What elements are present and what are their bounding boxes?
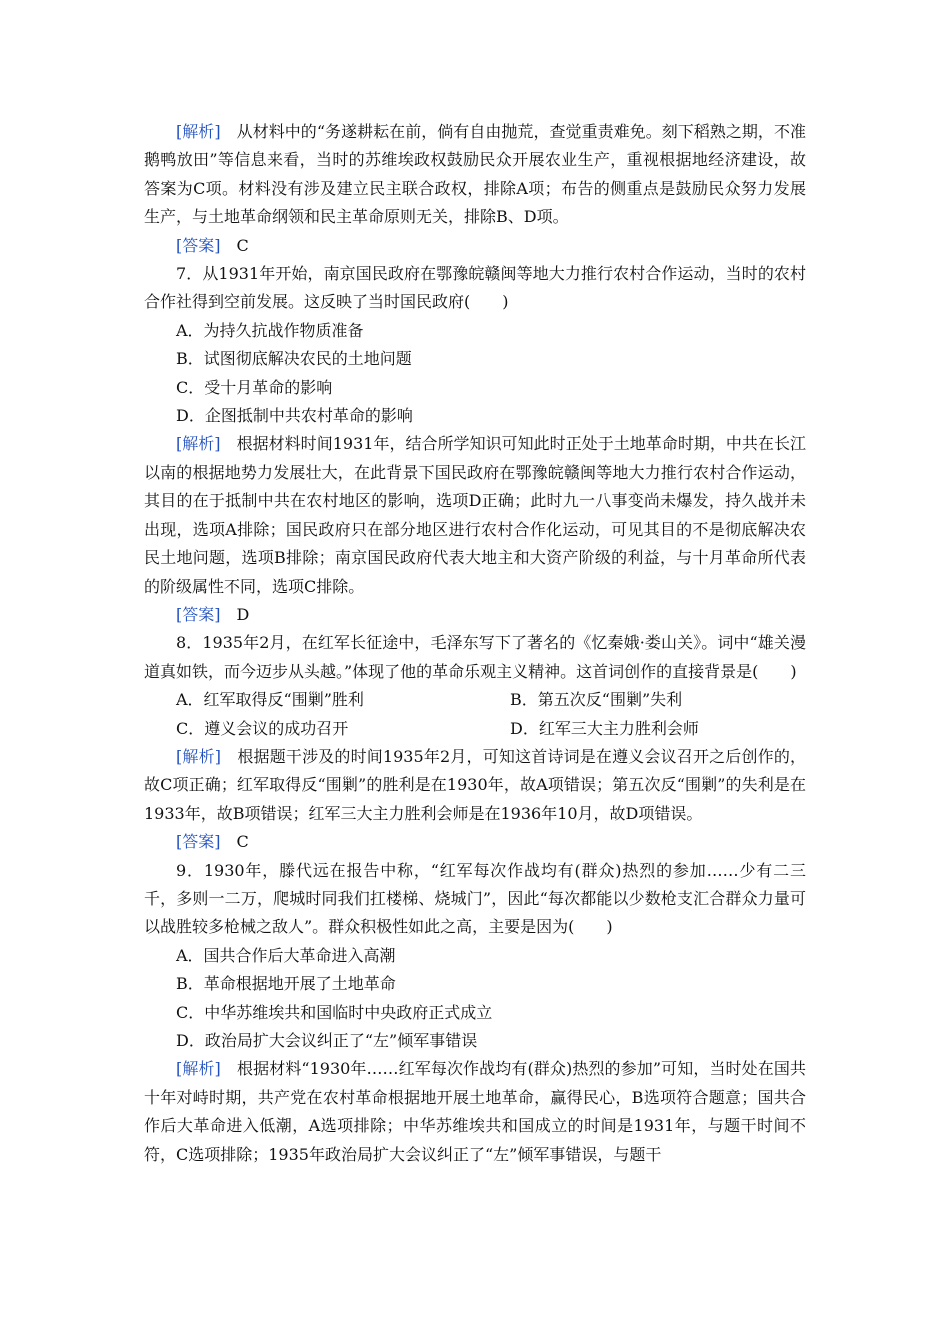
q7-option-d: D．企图抵制中共农村革命的影响 [176, 406, 413, 426]
q8-answer-value: C [236, 832, 249, 852]
q6-answer-value: C [236, 235, 249, 255]
analysis-tag: [解析] [176, 122, 221, 141]
analysis-tag: [解析] [176, 746, 222, 766]
q8-option-d: D．红军三大主力胜利会师 [510, 718, 699, 738]
q9-option-a: A．国共合作后大革命进入高潮 [176, 945, 396, 965]
q7-answer-value: D [236, 604, 250, 624]
answer-tag: [答案] [176, 235, 221, 255]
q8-analysis-text: 根据题干涉及的时间1935年2月，可知这首诗词是在遵义会议召开之后创作的，故C项正确；红军取得反“围剿”的胜利是在1930年，故A项错误；第五次反“围剿”的失利是在1933年，故B项错误；红军三大主力胜利会师是在1936年10月，故D项错误。 [144, 746, 806, 823]
q8-analysis [144, 743, 806, 828]
q9-stem: 9．1930年，滕代远在报告中称，“红军每次作战均有(群众)热烈的参加……少有二三千，多则一二万，爬城时同我们扛楼梯、烧城门”，因此“每次都能以少数枪支汇合群众力量可以战胜较多枪械之敌人”。群众积极性如此之高，主要是因为( ) [144, 860, 806, 937]
q8-answer [144, 828, 806, 856]
q7-analysis-text: 根据材料时间1931年，结合所学知识可知此时正处于土地革命时期，中共在长江以南的根据地势力发展壮大，在此背景下国民政府在鄂豫皖赣闽等地大力推行农村合作运动，其目的在于抵制中共在农村地区的影响，选项D正确；此时九一八事变尚未爆发，持久战并未出现，选项A排除；国民政府只在部分地区进行农村合作化运动，可见其目的不是彻底解决农民土地问题，选项B排除；南京国民政府代表大地主和大资产阶级的利益，与十月革命所代表的阶级属性不同，选项C排除。 [144, 434, 806, 596]
answer-tag: [答案] [176, 832, 221, 852]
q8-option-b: B．第五次反“围剿”失利 [510, 690, 683, 710]
q8-option-a: A．红军取得反“围剿”胜利 [176, 690, 364, 710]
q8-options-row-1 [144, 686, 806, 714]
q7-option-c: C．受十月革命的影响 [176, 377, 333, 397]
analysis-tag: [解析] [176, 1059, 221, 1079]
q6-analysis-text: 从材料中的“务遂耕耘在前，倘有自由抛荒，查觉重责难免。刻下稻熟之期，不准鹅鸭放田”等信息来看，当时的苏维埃政权鼓励民众开展农业生产，重视根据地经济建设，故答案为C项。材料没有涉及建立民主联合政权，排除A项；布告的侧重点是鼓励民众努力发展生产，与土地革命纲领和民主革命原则无关，排除B、D项。 [144, 122, 806, 227]
q7-analysis [144, 430, 806, 600]
q9-option-c: C．中华苏维埃共和国临时中央政府正式成立 [176, 1002, 493, 1022]
q8-option-c: C．遵义会议的成功召开 [176, 718, 349, 738]
q8-stem: 8．1935年2月，在红军长征途中，毛泽东写下了著名的《忆秦娥·娄山关》。词中“雄关漫道真如铁，而今迈步从头越。”体现了他的革命乐观主义精神。这首词创作的直接背景是( ) [144, 633, 806, 681]
q7-option-a: A．为持久抗战作物质准备 [176, 320, 364, 340]
q7-option-b: B．试图彻底解决农民的土地问题 [176, 349, 412, 369]
answer-tag: [答案] [176, 604, 221, 624]
document-page [144, 118, 806, 1169]
q9-analysis-text: 根据材料“1930年……红军每次作战均有(群众)热烈的参加”可知，当时处在国共十年对峙时期，共产党在农村革命根据地开展土地革命，赢得民心，B选项符合题意；国共合作后大革命进入低潮，A选项排除；中华苏维埃共和国成立的时间是1931年，与题干时间不符，C选项排除；1935年政治局扩大会议纠正了“左”倾军事错误，与题干 [144, 1059, 806, 1164]
q7-answer [144, 601, 806, 629]
q9-option-d: D．政治局扩大会议纠正了“左”倾军事错误 [176, 1031, 478, 1050]
analysis-tag: [解析] [176, 434, 221, 454]
q9-option-b: B．革命根据地开展了土地革命 [176, 974, 396, 994]
q6-analysis [144, 118, 806, 232]
q9-analysis [144, 1055, 806, 1169]
q6-answer [144, 232, 806, 260]
q7-stem: 7．从1931年开始，南京国民政府在鄂豫皖赣闽等地大力推行农村合作运动，当时的农村合作社得到空前发展。这反映了当时国民政府( ) [144, 264, 806, 312]
q8-options-row-2 [144, 715, 806, 743]
